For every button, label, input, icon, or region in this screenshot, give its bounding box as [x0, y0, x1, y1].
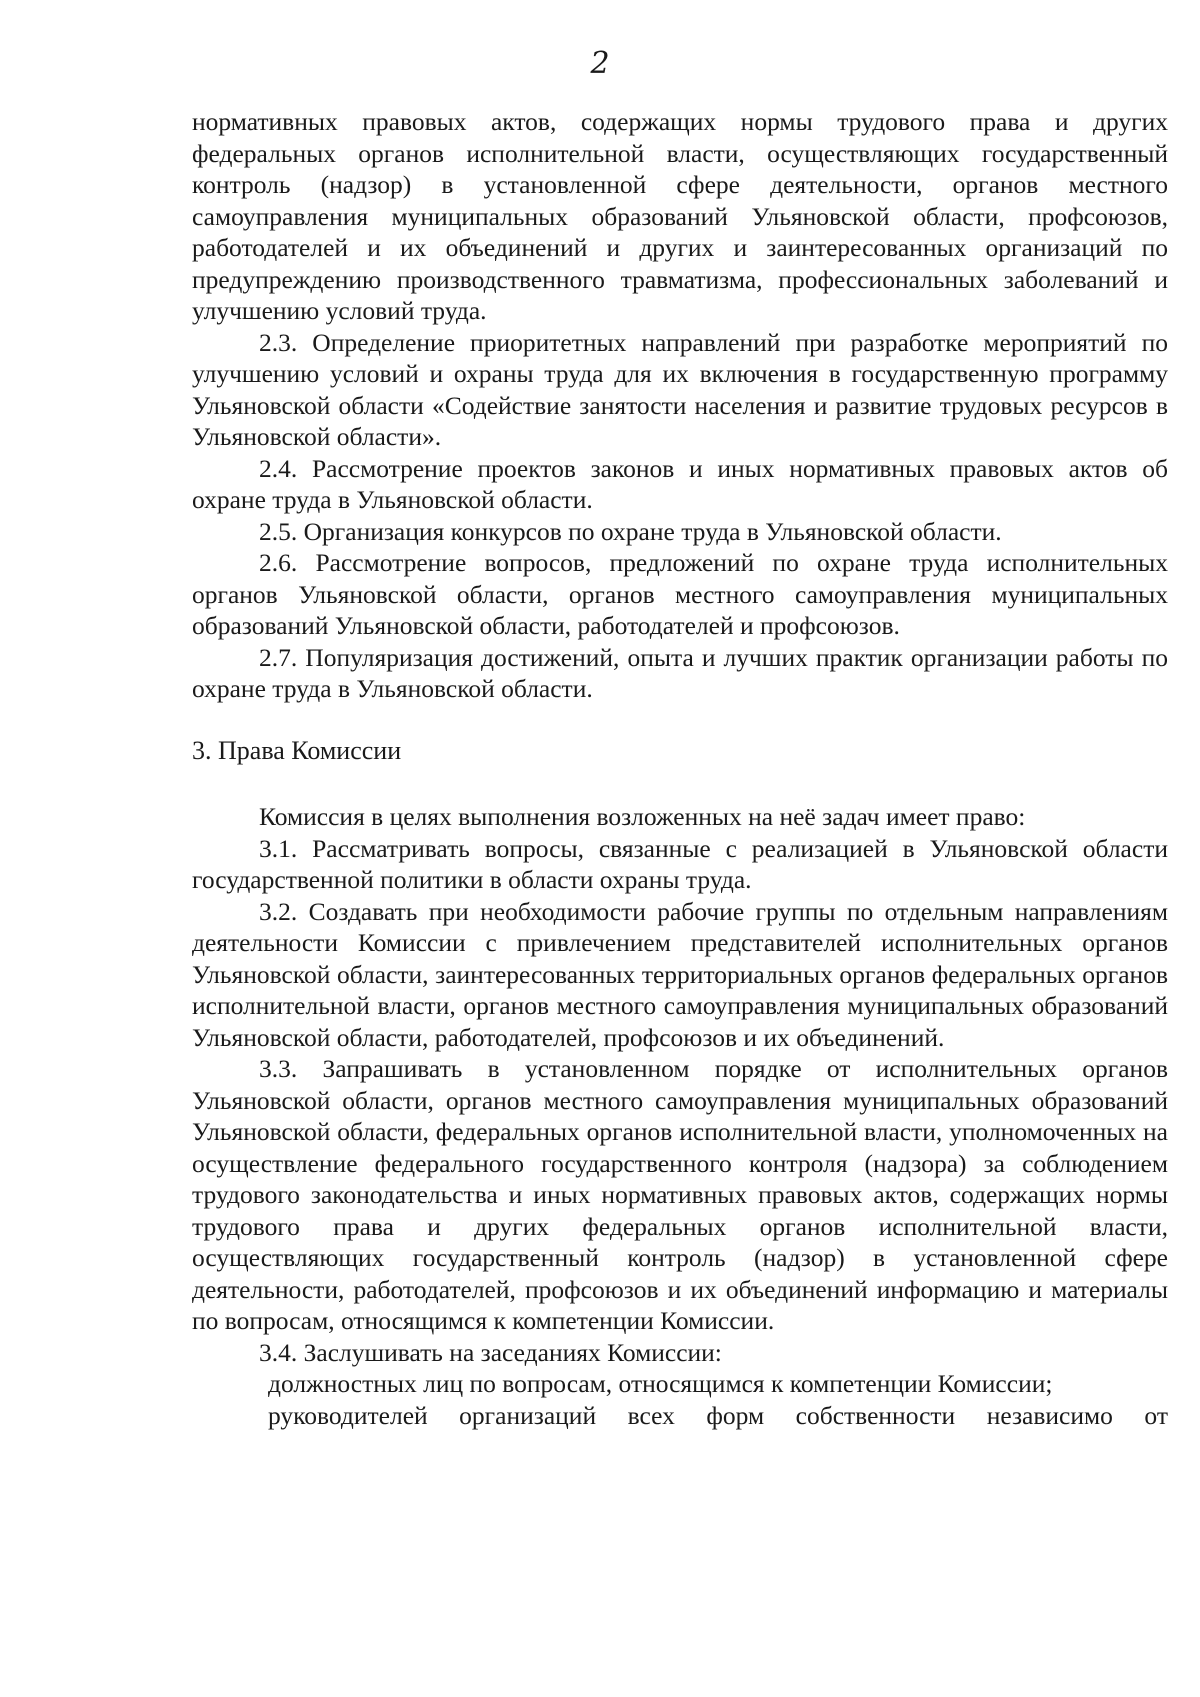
paragraph-2-6: 2.6. Рассмотрение вопросов, предложений по охране труда исполнительных органов Ульяновской области, органов местного самоуправления муниципальных образований Ульяновской области, работодателей и профсоюзов.	[192, 548, 1168, 640]
paragraph-3-4: 3.4. Заслушивать на заседаниях Комиссии:	[259, 1337, 722, 1367]
list-item: руководителей организаций всех форм собственности независимо от	[268, 1400, 1168, 1430]
page-number: 2	[590, 46, 610, 81]
paragraph-2-4: 2.4. Рассмотрение проектов законов и иных нормативных правовых актов об охране труда в Ульяновской области.	[192, 453, 1168, 514]
paragraph-2-3: 2.3. Определение приоритетных направлений при разработке мероприятий по улучшению условий и охраны труда для их включения в государственную программу Ульяновской области «Содействие занятости населения и развитие трудовых ресурсов в Ульяновской области».	[192, 327, 1168, 451]
document-body	[192, 106, 1168, 1431]
paragraph-intro: Комиссия в целях выполнения возложенных на неё задач имеет право:	[259, 802, 1026, 831]
paragraph-2-7: 2.7. Популяризация достижений, опыта и лучших практик организации работы по охране труда в Ульяновской области.	[192, 642, 1168, 703]
paragraph-3-1: 3.1. Рассматривать вопросы, связанные с реализацией в Ульяновской области государственной политики в области охраны труда.	[192, 833, 1168, 894]
list-item: должностных лиц по вопросам, относящимся к компетенции Комиссии;	[268, 1369, 1053, 1398]
paragraph-continuation: нормативных правовых актов, содержащих нормы трудового права и других федеральных органов исполнительной власти, осуществляющих государственный контроль (надзор) в установленной сфере деятельности, органов местного самоуправления муниципальных образований Ульяновской области, профсоюзов, работодателей и их объединений и других и заинтересованных организаций по предупреждению производственного травматизма, профессиональных заболеваний и улучшению условий труда.	[192, 107, 1168, 325]
paragraph-3-3: 3.3. Запрашивать в установленном порядке от исполнительных органов Ульяновской области, органов местного самоуправления муниципальных образований Ульяновской области, федеральных органов исполнительной власти, уполномоченных на осуществление федерального государственного контроля (надзора) за соблюдением трудового законодательства и иных нормативных правовых актов, содержащих нормы трудового права и других федеральных органов исполнительной власти, осуществляющих государственный контроль (надзор) в установленной сфере деятельности, работодателей, профсоюзов и их объединений информацию и материалы по вопросам, относящимся к компетенции Комиссии.	[192, 1054, 1168, 1335]
paragraph-3-2: 3.2. Создавать при необходимости рабочие группы по отдельным направлениям деятельности Комиссии с привлечением представителей исполнительных органов Ульяновской области, заинтересованных территориальных органов федеральных органов исполнительной власти, органов местного самоуправления муниципальных образований Ульяновской области, работодателей, профсоюзов и их объединений.	[192, 896, 1168, 1052]
paragraph-2-5: 2.5. Организация конкурсов по охране труда в Ульяновской области.	[259, 516, 1002, 546]
section-heading: 3. Права Комиссии	[192, 735, 402, 765]
